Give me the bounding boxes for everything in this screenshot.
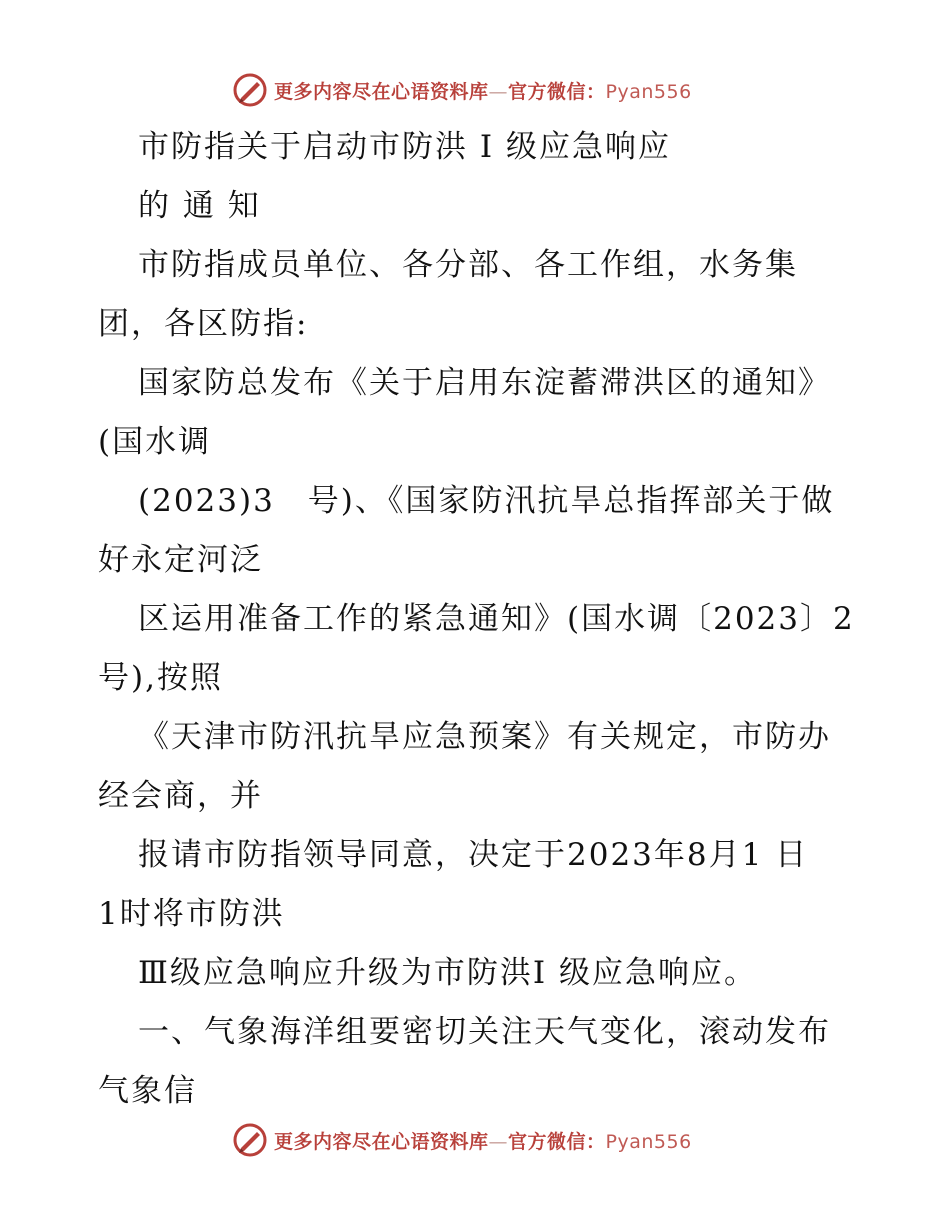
pen-logo-icon — [232, 1122, 268, 1158]
doc-text-line: (2023)3 号)、《国家防汛抗旱总指挥部关于做 — [138, 483, 835, 519]
doc-text-line: 好永定河泛 — [98, 542, 263, 578]
doc-text-line: 号),按照 — [98, 660, 223, 696]
doc-text-line: 《天津市防汛抗旱应急预案》有关规定，市防办 — [138, 719, 831, 755]
doc-title-line: 市防指关于启动市防洪 Ⅰ 级应急响应 — [138, 129, 671, 165]
doc-text-line: 区运用准备工作的紧急通知》(国水调〔2023〕2 — [138, 601, 855, 637]
doc-title-line: 的 通 知 — [138, 188, 261, 224]
doc-text-line: 气象信 — [98, 1073, 197, 1109]
doc-text-line: 市防指成员单位、各分部、各工作组，水务集 — [138, 247, 798, 283]
doc-text-line: 报请市防指领导同意，决定于2023年8月1 日 — [138, 837, 809, 873]
watermark-text: 更多内容尽在心语资料库—官方微信：Pyan556 — [274, 80, 692, 103]
doc-text-line: 团，各区防指: — [98, 306, 309, 342]
watermark-text: 更多内容尽在心语资料库—官方微信：Pyan556 — [274, 1130, 692, 1153]
pen-logo-icon — [232, 72, 268, 108]
doc-text-line: 一、气象海洋组要密切关注天气变化，滚动发布 — [138, 1014, 831, 1050]
doc-text-line: Ⅲ级应急响应升级为市防洪Ⅰ 级应急响应。 — [138, 955, 757, 991]
doc-text-line: 国家防总发布《关于启用东淀蓄滞洪区的通知》 — [138, 365, 831, 401]
document-body — [98, 124, 858, 1127]
doc-text-line: (国水调 — [98, 424, 212, 460]
doc-text-line: 1时将市防洪 — [98, 896, 285, 932]
watermark-banner-bottom — [232, 1120, 692, 1160]
watermark-banner-top — [232, 70, 692, 110]
doc-text-line: 经会商，并 — [98, 778, 263, 814]
